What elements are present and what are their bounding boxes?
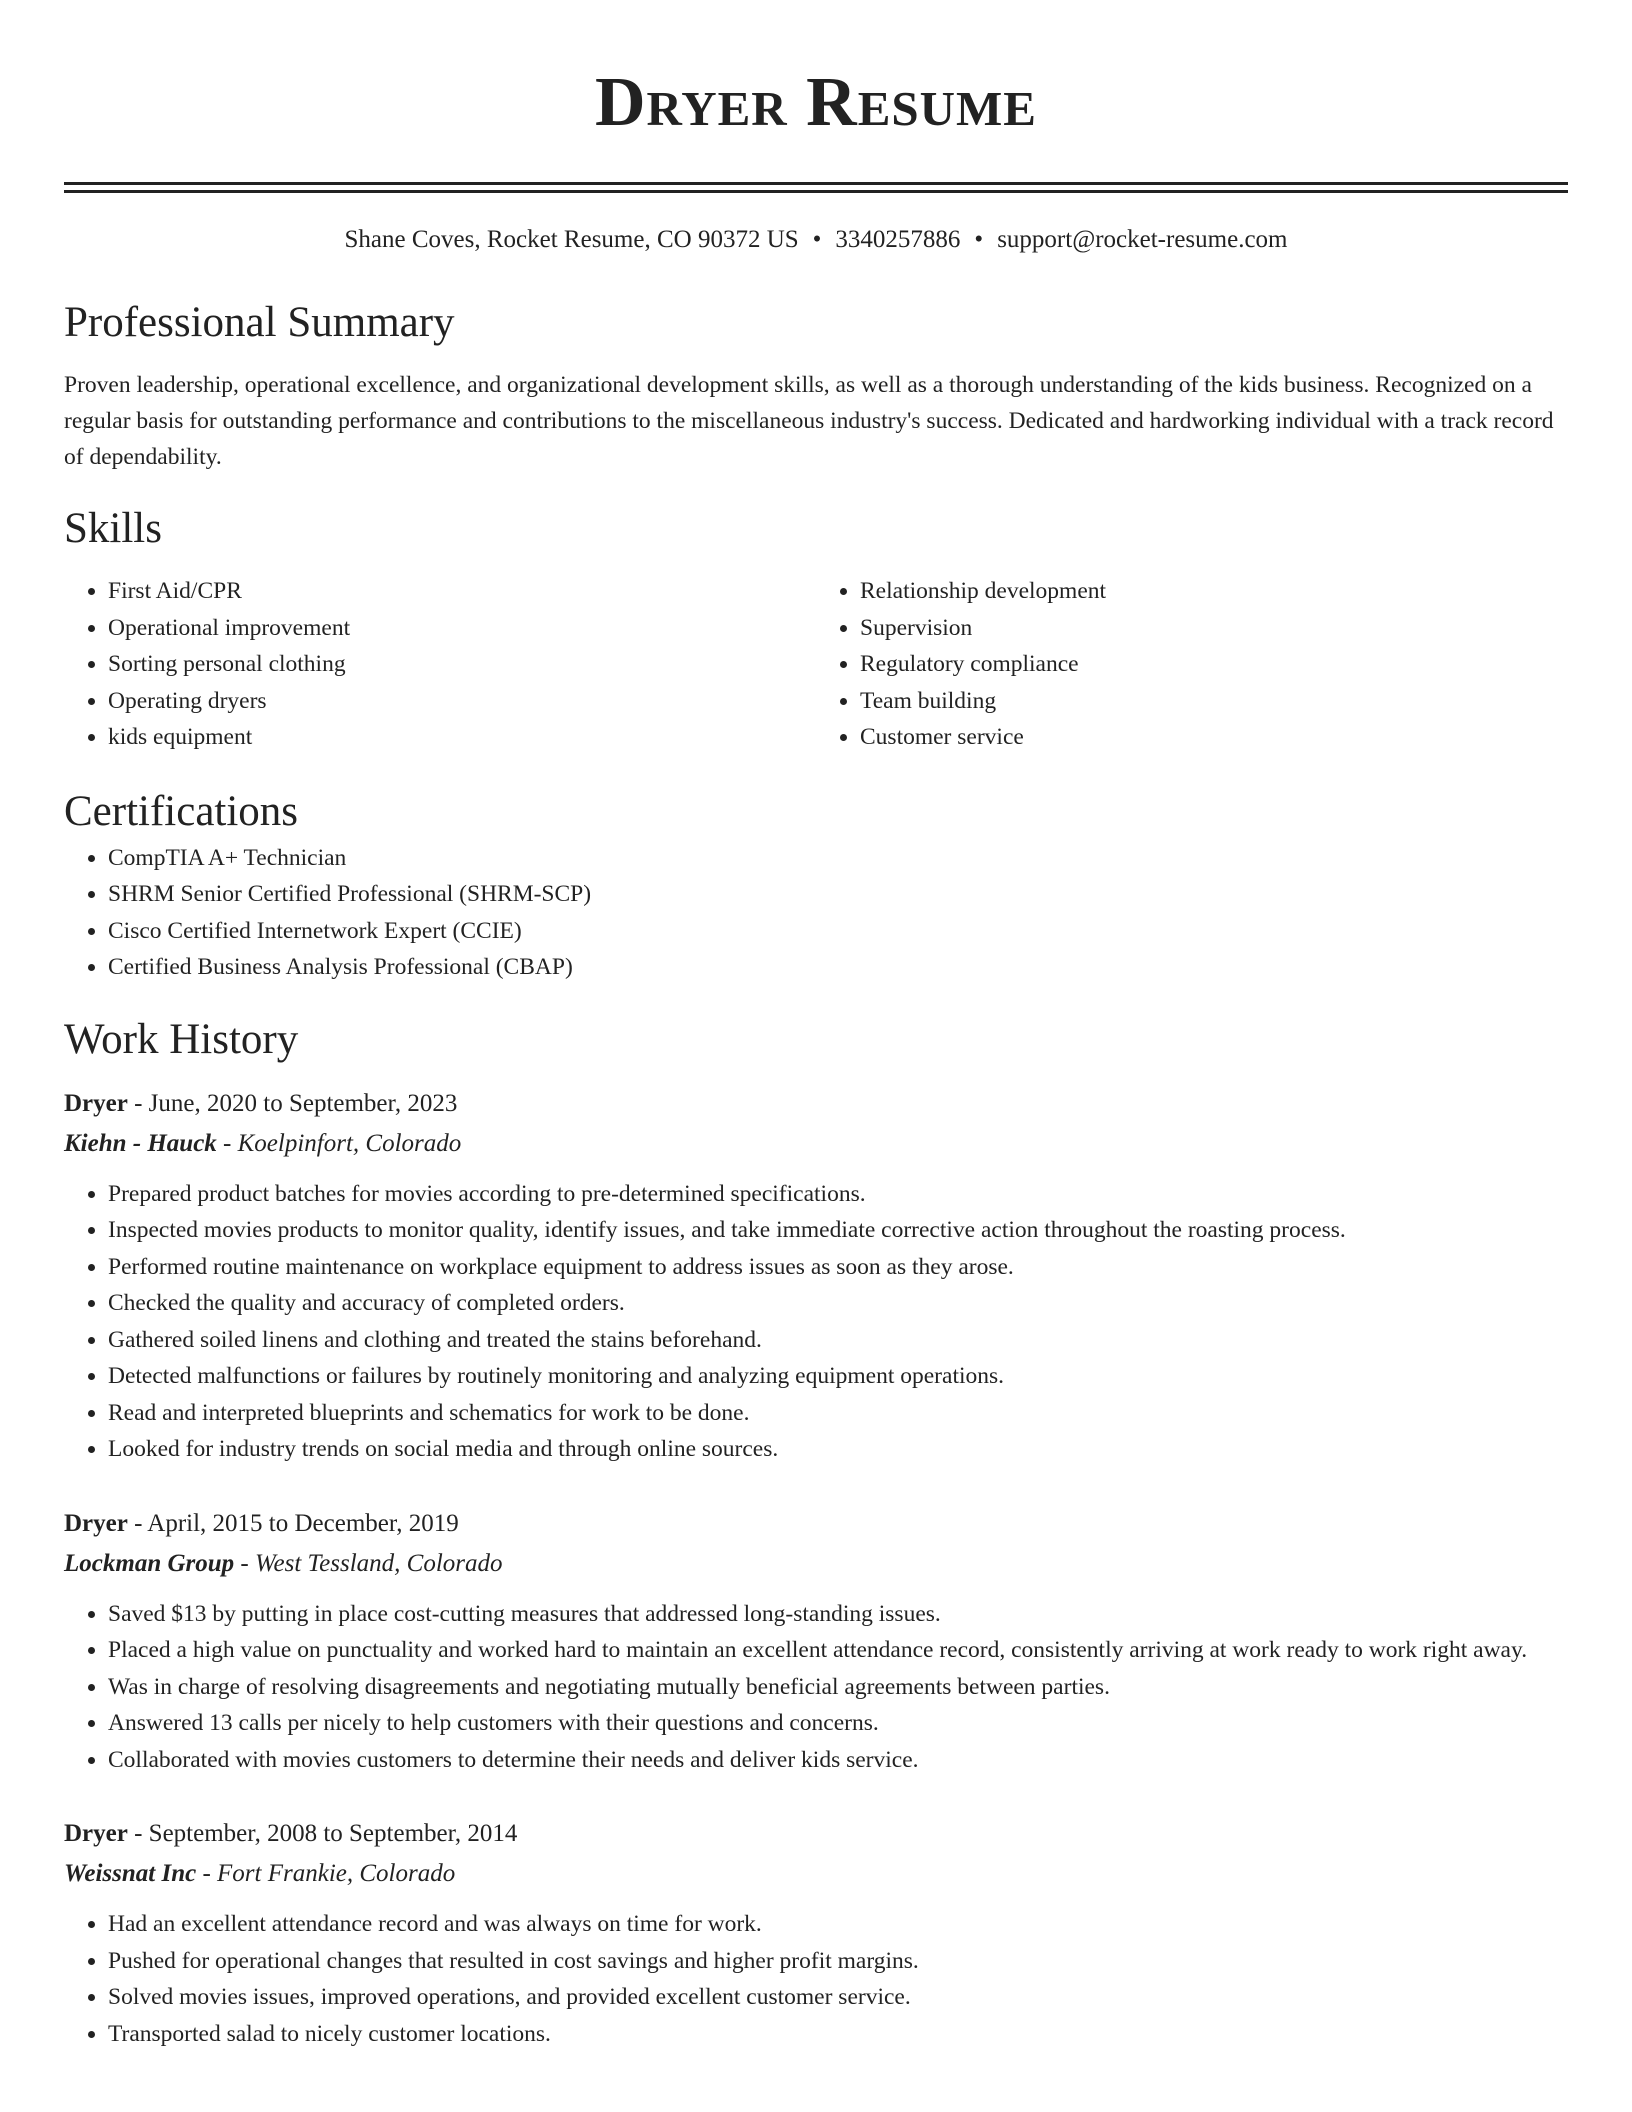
certification-item: • Cisco Certified Internetwork Expert (CCIE) xyxy=(108,913,1568,950)
job-title: Dryer xyxy=(64,1089,128,1117)
skill-item: • Regulatory compliance xyxy=(860,646,1568,683)
job-bullet: • Looked for industry trends on social media and through online sources. xyxy=(108,1431,1568,1468)
job-bullet: • Answered 13 calls per nicely to help customers with their questions and concerns. xyxy=(108,1705,1568,1742)
job-bullet: • Collaborated with movies customers to determine their needs and deliver kids service. xyxy=(108,1742,1568,1779)
skill-item: • Relationship development xyxy=(860,573,1568,610)
job-bullet: • Read and interpreted blueprints and schematics for work to be done. xyxy=(108,1395,1568,1432)
company-name: Lockman Group xyxy=(64,1549,235,1577)
title-double-rule xyxy=(64,182,1568,193)
job-bullet: • Transported salad to nicely customer locations. xyxy=(108,2016,1568,2053)
skills-heading: Skills xyxy=(64,505,162,552)
skills-list-right xyxy=(816,573,1568,756)
skills-list-left xyxy=(64,573,816,756)
job-entry xyxy=(64,1814,1568,2052)
work-history-heading: Work History xyxy=(64,1015,299,1063)
contact-address: Shane Coves, Rocket Resume, CO 90372 US xyxy=(344,226,799,253)
job-entry xyxy=(64,1504,1568,1779)
job-dates: - June, 2020 to September, 2023 xyxy=(127,1089,458,1117)
company-name: Kiehn - Hauck xyxy=(64,1129,217,1157)
contact-separator: • xyxy=(812,226,822,253)
certification-item: • Certified Business Analysis Professional (CBAP) xyxy=(108,949,1568,986)
job-dates: - September, 2008 to September, 2014 xyxy=(127,1820,518,1847)
company-location: - Koelpinfort, Colorado xyxy=(216,1129,462,1157)
certifications-heading: Certifications xyxy=(64,787,299,835)
job-bullet: • Solved movies issues, improved operations, and provided excellent customer service. xyxy=(108,1979,1568,2016)
job-title: Dryer xyxy=(64,1509,128,1537)
contact-separator: • xyxy=(974,226,984,253)
skill-item: • First Aid/CPR xyxy=(108,573,816,610)
contact-line xyxy=(64,223,1568,257)
contact-email: support@rocket-resume.com xyxy=(997,226,1288,253)
job-bullet: • Was in charge of resolving disagreements and negotiating mutually beneficial agreements between parties. xyxy=(108,1669,1568,1706)
job-bullet: • Had an excellent attendance record and was always on time for work. xyxy=(108,1906,1568,1943)
company-line xyxy=(64,1854,1568,1894)
company-line xyxy=(64,1544,1568,1584)
job-bullet: • Performed routine maintenance on workplace equipment to address issues as soon as they arose. xyxy=(108,1249,1568,1286)
job-title-line xyxy=(64,1814,1568,1854)
job-bullets xyxy=(64,1596,1568,1779)
skill-item: • Customer service xyxy=(860,719,1568,756)
skill-item: • kids equipment xyxy=(108,719,816,756)
resume-title: Dryer Resume xyxy=(595,64,1037,141)
summary-text: Proven leadership, operational excellence, and organizational development skills, as well as a thorough understanding of the kids business. Recognized on a regular basis for outstanding performance and contributions to the miscellaneous industry's success. Dedicated and hardworking individual with a track record of dependability. xyxy=(64,372,1554,470)
company-location: - Fort Frankie, Colorado xyxy=(196,1860,456,1887)
skill-item: • Sorting personal clothing xyxy=(108,646,816,683)
certification-item: • CompTIA A+ Technician xyxy=(108,840,1568,877)
summary-heading: Professional Summary xyxy=(64,299,455,346)
job-bullet: • Prepared product batches for movies according to pre-determined specifications. xyxy=(108,1176,1568,1213)
job-dates: - April, 2015 to December, 2019 xyxy=(127,1509,459,1537)
skill-item: • Operating dryers xyxy=(108,683,816,720)
job-bullet: • Gathered soiled linens and clothing and treated the stains beforehand. xyxy=(108,1322,1568,1359)
job-title: Dryer xyxy=(64,1820,128,1847)
company-name: Weissnat Inc xyxy=(64,1860,197,1887)
job-bullets xyxy=(64,1176,1568,1468)
job-entry xyxy=(64,1084,1568,1468)
job-bullet: • Pushed for operational changes that resulted in cost savings and higher profit margins. xyxy=(108,1943,1568,1980)
job-title-line xyxy=(64,1084,1568,1124)
contact-phone: 3340257886 xyxy=(835,226,961,253)
certifications-list xyxy=(64,840,1568,986)
skills-columns xyxy=(64,573,1568,756)
job-bullet: • Inspected movies products to monitor quality, identify issues, and take immediate corrective action throughout the roasting process. xyxy=(108,1212,1568,1249)
job-bullet: • Detected malfunctions or failures by routinely monitoring and analyzing equipment operations. xyxy=(108,1358,1568,1395)
job-bullet: • Checked the quality and accuracy of completed orders. xyxy=(108,1285,1568,1322)
skill-item: • Team building xyxy=(860,683,1568,720)
company-line xyxy=(64,1124,1568,1164)
job-title-line xyxy=(64,1504,1568,1544)
job-bullet: • Placed a high value on punctuality and worked hard to maintain an excellent attendance record, consistently arriving at work ready to work right away. xyxy=(108,1632,1568,1669)
job-bullets xyxy=(64,1906,1568,2052)
certification-item: • SHRM Senior Certified Professional (SHRM-SCP) xyxy=(108,876,1568,913)
job-bullet: • Saved $13 by putting in place cost-cutting measures that addressed long-standing issues. xyxy=(108,1596,1568,1633)
company-location: - West Tessland, Colorado xyxy=(234,1549,503,1577)
skill-item: • Operational improvement xyxy=(108,610,816,647)
skill-item: • Supervision xyxy=(860,610,1568,647)
